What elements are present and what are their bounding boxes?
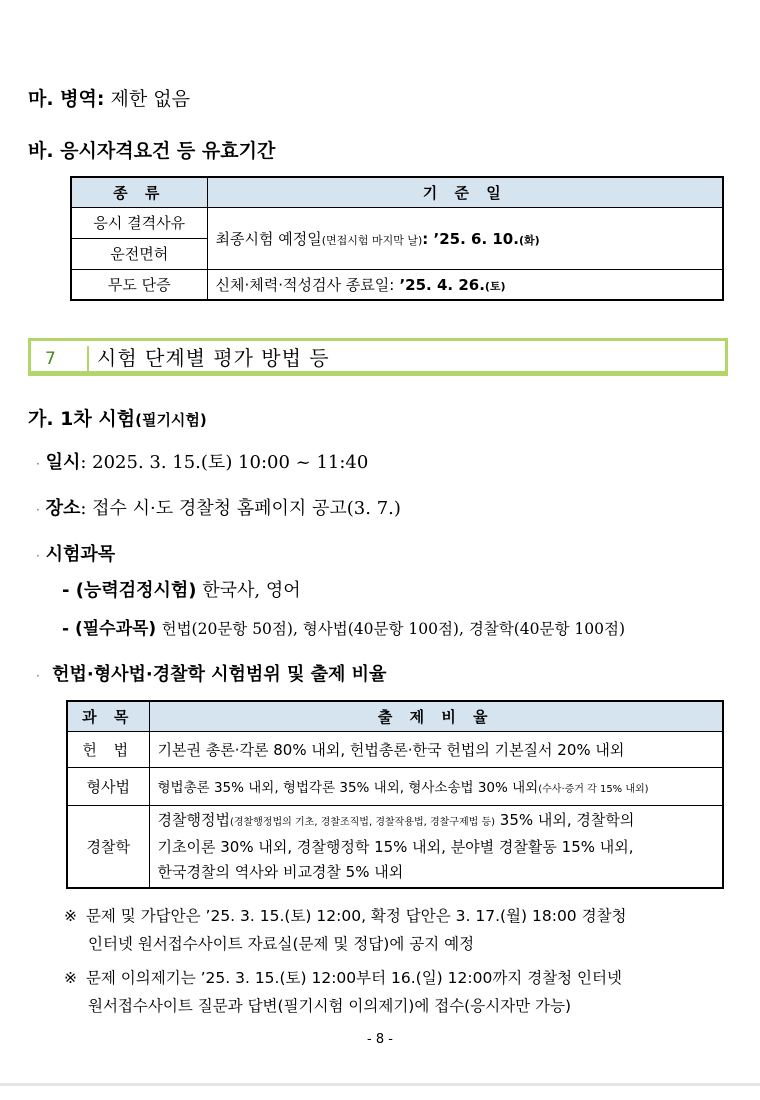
ratio-police-line1-b: 35% 내외, 경찰학의 [495, 810, 635, 829]
bullet-icon: · [36, 457, 40, 471]
ratio-subject-police: 경찰학 [67, 805, 149, 888]
bullet-icon: · [36, 503, 40, 517]
ratio-header-ratio: 출 제 비 율 [149, 701, 723, 731]
section-title: 시험 단계별 평가 방법 등 [97, 346, 330, 370]
ratio-content-criminal [149, 767, 723, 805]
validity-heading: 바. 응시자격요건 등 유효기간 [28, 140, 276, 162]
section-number: 7 [45, 346, 89, 372]
validity-martial-day: (토) [484, 279, 506, 293]
place-label: 장소 [45, 498, 81, 519]
validity-martial-date: ’25. 4. 26. [394, 275, 485, 294]
ratio-police-line1 [158, 808, 715, 835]
page-number: - 8 - [367, 1032, 393, 1047]
first-exam-title-small: (필기시험) [135, 411, 207, 429]
validity-header-type: 종 류 [71, 177, 207, 207]
ratio-criminal-small: (수사·증거 각 15% 내외) [538, 784, 649, 795]
place-line [36, 494, 401, 520]
military-service-line [28, 84, 190, 111]
ratio-table [66, 700, 724, 889]
note-1-line2: 인터넷 원서접수사이트 자료실(문제 및 정답)에 공지 예정 [88, 935, 475, 953]
validity-type-martial: 무도 단증 [71, 269, 207, 300]
schedule-value: : 2025. 3. 15.(토) 10:00 ~ 11:40 [80, 452, 369, 473]
note-mark: ※ [64, 969, 77, 987]
bullet-icon: · [36, 669, 40, 683]
first-exam-title: 가. 1차 시험 [28, 408, 136, 430]
subjects-ability-line [62, 576, 301, 602]
validity-merged-small: (면접시험 마지막 날) [321, 233, 423, 247]
ratio-header-subject: 과 목 [67, 701, 149, 731]
ratio-content-constitution: 기본권 총론·각론 80% 내외, 헌법총론·한국 헌법의 기본질서 20% 내외 [149, 731, 723, 767]
footer-divider [0, 1083, 760, 1086]
subjects-required-value: 헌법(20문항 50점), 형사법(40문항 100점), 경찰학(40문항 100점) [161, 620, 625, 638]
bullet-icon: · [36, 549, 40, 563]
validity-type-disqualification: 응시 결격사유 [71, 207, 207, 238]
scope-title: 헌법·형사법·경찰학 시험범위 및 출제 비율 [52, 664, 387, 685]
note-mark: ※ [64, 907, 77, 925]
subjects-label: 시험과목 [45, 544, 116, 565]
validity-merged-main: 최종시험 예정일 [215, 229, 322, 248]
schedule-line [36, 448, 368, 474]
validity-table [70, 176, 724, 301]
note-2-text1: 문제 이의제기는 ’25. 3. 15.(토) 12:00부터 16.(일) 12:00까지 경찰청 인터넷 [85, 969, 622, 987]
first-exam-heading [28, 404, 207, 431]
ratio-police-line2: 기초이론 30% 내외, 경찰행정학 15% 내외, 분야별 경찰활동 15% 내외, [157, 837, 634, 856]
validity-type-license: 운전면허 [71, 238, 207, 269]
validity-merged-day: (화) [518, 233, 540, 247]
note-1-line1 [64, 904, 627, 926]
subjects-ability-value: 한국사, 영어 [202, 580, 301, 601]
schedule-label: 일시 [45, 452, 81, 473]
scope-heading [36, 660, 386, 686]
ratio-content-police [149, 805, 723, 888]
subjects-required-line [62, 614, 625, 639]
ratio-subject-constitution: 헌 법 [67, 731, 149, 767]
subjects-required-label: - (필수과목) [62, 619, 157, 639]
note-2-line2: 원서접수사이트 질문과 답변(필기시험 이의제기)에 접수(응시자만 가능) [88, 997, 572, 1015]
military-service-label: 마. 병역: [28, 88, 105, 110]
ratio-police-line3: 한국경찰의 역사와 비교경찰 5% 내외 [157, 862, 404, 881]
validity-header-date: 기 준 일 [207, 177, 723, 207]
validity-martial-main: 신체·체력·적성검사 종료일: [215, 275, 395, 294]
ratio-criminal-main: 형법총론 35% 내외, 형법각론 35% 내외, 형사소송법 30% 내외 [157, 780, 539, 796]
validity-merged-date: : ’25. 6. 10. [422, 229, 519, 248]
subjects-line [36, 540, 115, 566]
military-service-value: 제한 없음 [110, 88, 191, 110]
place-value: : 접수 시·도 경찰청 홈페이지 공고(3. 7.) [80, 498, 401, 519]
ratio-police-line1-a: 경찰행정법 [157, 810, 230, 829]
validity-martial-cell [207, 269, 723, 300]
note-1-text1: 문제 및 가답안은 ’25. 3. 15.(토) 12:00, 확정 답안은 3. 17.(월) 18:00 경찰청 [85, 907, 627, 925]
validity-merged-cell [207, 207, 723, 269]
section-header-bar [28, 338, 728, 376]
note-2-line1 [64, 966, 622, 988]
ratio-subject-criminal: 형사법 [67, 767, 149, 805]
subjects-ability-label: - (능력검정시험) [62, 580, 197, 601]
ratio-police-line1-small: (경찰행정법의 기초, 경찰조직법, 경찰작용법, 경찰구제법 등) [229, 816, 496, 828]
